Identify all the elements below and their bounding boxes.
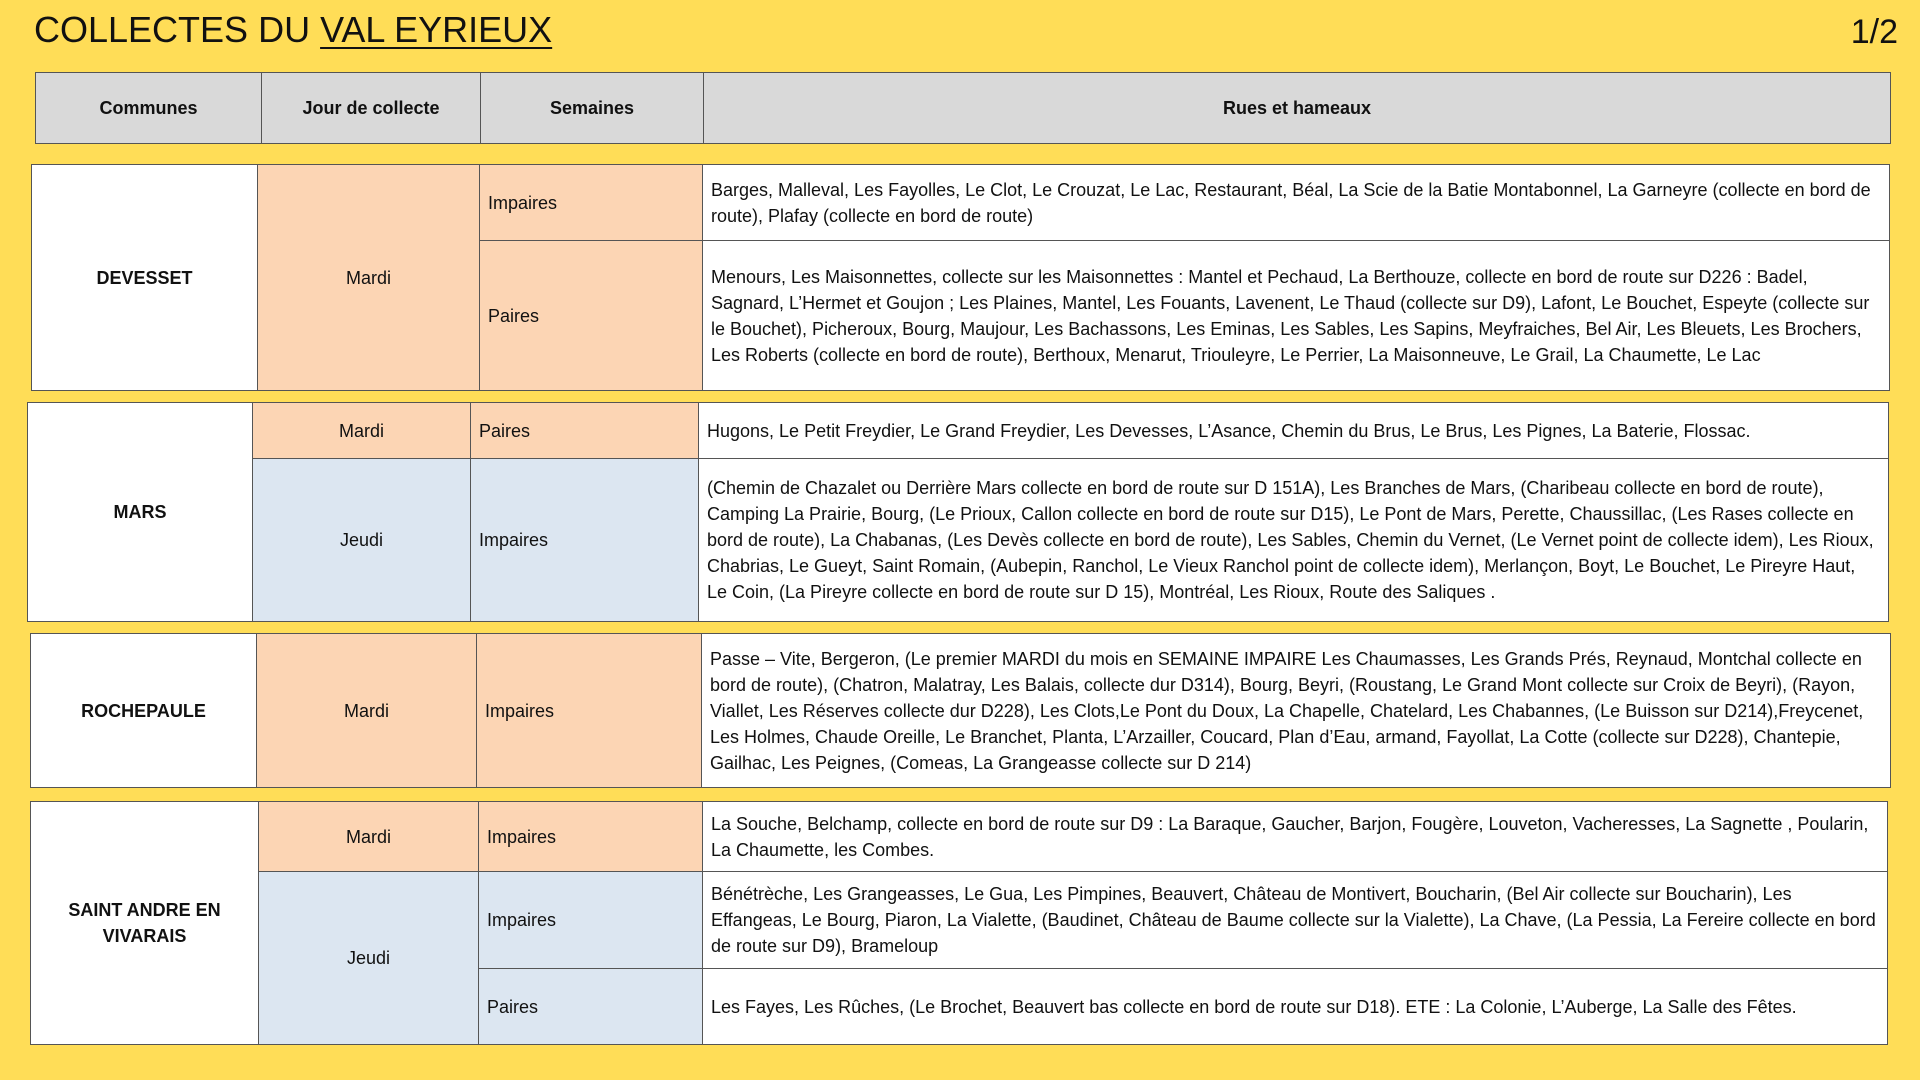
commune-name-line: VIVARAIS	[102, 926, 187, 946]
header-rues: Rues et hameaux	[704, 73, 1891, 144]
column-header-row	[36, 73, 1891, 144]
weeks-cell: Paires	[480, 241, 703, 391]
commune-table-mars	[27, 402, 1889, 622]
table-row	[28, 459, 1889, 622]
weeks-cell: Impaires	[479, 802, 703, 872]
commune-table-saint-andre	[30, 801, 1888, 1045]
table-row	[31, 634, 1891, 788]
streets-cell: Les Fayes, Les Rûches, (Le Brochet, Beauvert bas collecte en bord de route sur D18). ETE : La Colonie, L’Auberge, La Salle des Fêtes.	[703, 969, 1888, 1045]
collection-day: Mardi	[259, 802, 479, 872]
commune-name	[31, 802, 259, 1045]
header-semaines: Semaines	[481, 73, 704, 144]
weeks-cell: Paires	[471, 403, 699, 459]
table-row	[31, 872, 1888, 969]
collection-day: Mardi	[258, 165, 480, 391]
header-communes: Communes	[36, 73, 262, 144]
streets-cell: Bénétrèche, Les Grangeasses, Le Gua, Les Pimpines, Beauvert, Château de Montivert, Boucharin, (Bel Air collecte sur Boucharin), Les Effangeas, Le Bourg, Piaron, La Vialette, (Baudinet, Château de Baume collecte sur la Vialette), La Chave, (La Pessia, La Fereire collecte en bord de route sur D9), Brameloup	[703, 872, 1888, 969]
collection-day: Jeudi	[259, 872, 479, 1045]
commune-name: DEVESSET	[32, 165, 258, 391]
weeks-cell: Paires	[479, 969, 703, 1045]
commune-name: MARS	[28, 403, 253, 622]
streets-cell: (Chemin de Chazalet ou Derrière Mars collecte en bord de route sur D 151A), Les Branches de Mars, (Charibeau collecte en bord de route), Camping La Prairie, Bourg, (Le Prioux, Callon collecte en bord de route sur D15), Le Pont de Mars, Perette, Chaussillac, (Les Rases collecte en bord de route), La Chabanas, (Les Devès collecte en bord de route), Les Sables, Chemin du Vernet, (Le Vernet point de collecte idem), Les Rioux, Chabrias, Le Gueyt, Saint Romain, (Aubepin, Ranchol, Le Vieux Ranchol point de collecte idem), Merlançon, Boyt, Le Bouchet, Le Pireyre Haut, Le Coin, (La Pireyre collecte en bord de route sur D 15), Montréal, Les Rioux, Route des Saliques .	[699, 459, 1889, 622]
title-prefix: COLLECTES DU	[34, 9, 321, 50]
collection-day: Jeudi	[253, 459, 471, 622]
weeks-cell: Impaires	[480, 165, 703, 241]
streets-cell: Passe – Vite, Bergeron, (Le premier MARDI du mois en SEMAINE IMPAIRE Les Chaumasses, Les Grands Prés, Reynaud, Montchal collecte en bord de route), (Chatron, Malatray, Les Balais, collecte dur D314), Bourg, Beyri, (Roustang, Le Grand Mont collecte sur Croix de Beyri), (Rayon, Viallet, Les Réserves collecte dur D228), Les Clots,Le Pont du Doux, La Chapelle, Chatelard, Les Chabannes, (Le Buisson sur D214),Freycenet, Les Holmes, Chaude Oreille, Le Branchet, Planta, L’Arzailler, Coucard, Plan d’Eau, armand, Fayollat, La Cotte (collecte sur D228), Chantepie, Gailhac, Les Peignes, (Comeas, La Grangeasse collecte sur D 214)	[702, 634, 1891, 788]
streets-cell: La Souche, Belchamp, collecte en bord de route sur D9 : La Baraque, Gaucher, Barjon, Fougère, Louveton, Vacheresses, La Sagnette , Poularin, La Chaumette, les Combes.	[703, 802, 1888, 872]
table-row	[31, 802, 1888, 872]
table-row	[28, 403, 1889, 459]
streets-cell: Hugons, Le Petit Freydier, Le Grand Freydier, Les Devesses, L’Asance, Chemin du Brus, Le Brus, Les Pignes, La Baterie, Flossac.	[699, 403, 1889, 459]
page-title	[34, 6, 552, 54]
weeks-cell: Impaires	[477, 634, 702, 788]
header-jour: Jour de collecte	[262, 73, 481, 144]
weeks-cell: Impaires	[479, 872, 703, 969]
title-place: VAL EYRIEUX	[320, 9, 553, 50]
commune-table-devesset	[31, 164, 1890, 391]
commune-name-line: SAINT ANDRE EN	[68, 900, 221, 920]
commune-name: ROCHEPAULE	[31, 634, 257, 788]
streets-cell: Barges, Malleval, Les Fayolles, Le Clot, Le Crouzat, Le Lac, Restaurant, Béal, La Scie de la Batie Montabonnel, La Garneyre (collecte en bord de route), Plafay (collecte en bord de route)	[703, 165, 1890, 241]
table-row	[32, 165, 1890, 241]
collection-day: Mardi	[257, 634, 477, 788]
collection-day: Mardi	[253, 403, 471, 459]
column-header-table	[35, 72, 1891, 144]
commune-table-rochepaule	[30, 633, 1891, 788]
streets-cell: Menours, Les Maisonnettes, collecte sur les Maisonnettes : Mantel et Pechaud, La Berthouze, collecte en bord de route sur D226 : Badel, Sagnard, L’Hermet et Goujon ; Les Plaines, Mantel, Les Fouants, Lavenent, Le Thaud (collecte sur D9), Lafont, Le Bouchet, Espeyte (collecte sur le Bouchet), Picheroux, Bourg, Maujour, Les Bachassons, Les Eminas, Les Sables, Les Sapins, Meyfraiches, Bel Air, Les Bleuets, Les Brochers, Les Roberts (collecte en bord de route), Berthoux, Menarut, Triouleyre, Le Perrier, La Maisonneuve, Le Grail, La Chaumette, Le Lac	[703, 241, 1890, 391]
page-indicator: 1/2	[1850, 13, 1898, 51]
weeks-cell: Impaires	[471, 459, 699, 622]
